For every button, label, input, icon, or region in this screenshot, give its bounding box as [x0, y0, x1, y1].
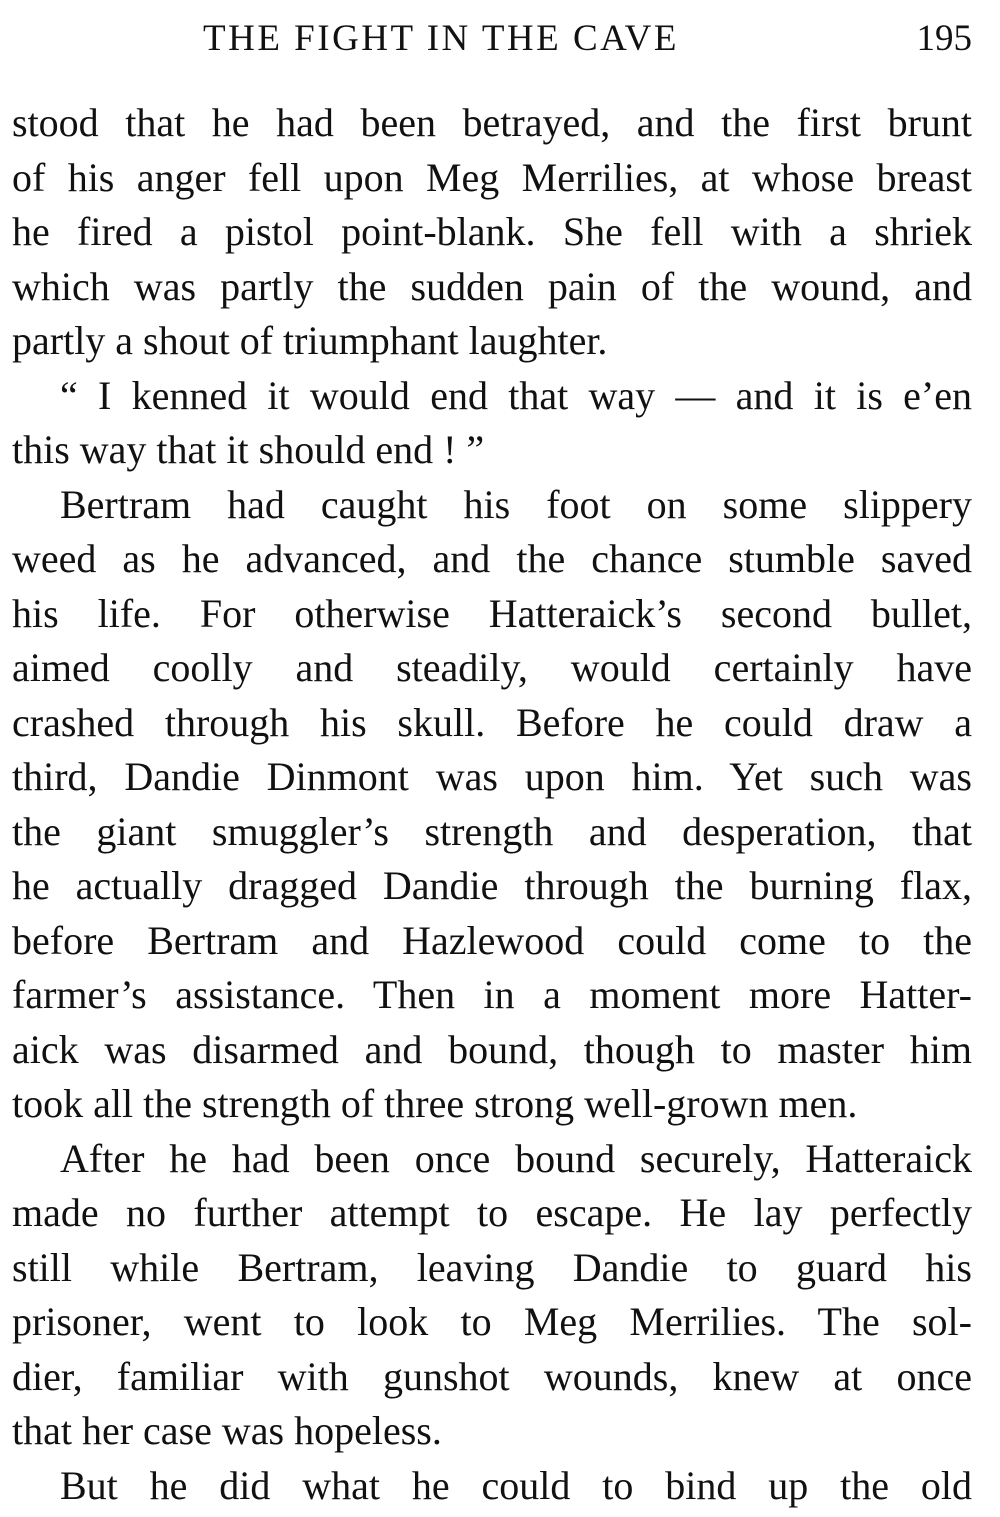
text-line: prisoner, went to look to Meg Merrilies. The sol-	[12, 1299, 972, 1344]
text-line: still while Bertram, leaving Dandie to guard his	[12, 1244, 972, 1290]
text-line: of his anger fell upon Meg Merrilies, at whose breast	[12, 154, 972, 200]
text-line: took all the strength of three strong well-grown men.	[12, 1081, 858, 1126]
text-line: dier, familiar with gunshot wounds, knew at once	[12, 1353, 972, 1399]
text-line: before Bertram and Hazlewood could come to the	[12, 917, 972, 963]
text-line: third, Dandie Dinmont was upon him. Yet such was	[12, 754, 972, 799]
text-line: After he had been once bound securely, Hatteraick	[60, 1135, 972, 1181]
page-number: 195	[916, 18, 972, 59]
text-line: weed as he advanced, and the chance stumble saved	[12, 536, 972, 581]
text-line: aick was disarmed and bound, though to master him	[12, 1026, 972, 1072]
running-title: THE FIGHT IN THE CAVE	[203, 18, 679, 59]
body-text	[12, 96, 972, 1513]
text-line: this way that it should end ! ”	[12, 427, 485, 472]
text-line: “ I kenned it would end that way — and it is e’en	[60, 372, 972, 418]
text-line: which was partly the sudden pain of the wound, and	[12, 263, 972, 309]
text-line: the giant smuggler’s strength and desperation, that	[12, 808, 972, 854]
text-line: partly a shout of triumphant laughter.	[12, 318, 608, 363]
text-line: his life. For otherwise Hatteraick’s second bullet,	[12, 590, 972, 636]
text-line: Bertram had caught his foot on some slippery	[60, 481, 972, 527]
text-line: that her case was hopeless.	[12, 1408, 442, 1453]
text-line: But he did what he could to bind up the old	[60, 1462, 972, 1508]
text-line: made no further attempt to escape. He lay perfectly	[12, 1190, 972, 1235]
text-line: stood that he had been betrayed, and the first brunt	[12, 100, 972, 145]
text-line: aimed coolly and steadily, would certainly have	[12, 645, 972, 690]
text-line: crashed through his skull. Before he could draw a	[12, 699, 972, 745]
text-line: he actually dragged Dandie through the burning flax,	[12, 863, 972, 908]
running-head	[0, 14, 1000, 64]
text-line: he fired a pistol point-blank. She fell with a shriek	[12, 209, 972, 254]
text-line: farmer’s assistance. Then in a moment more Hatter-	[12, 972, 972, 1017]
